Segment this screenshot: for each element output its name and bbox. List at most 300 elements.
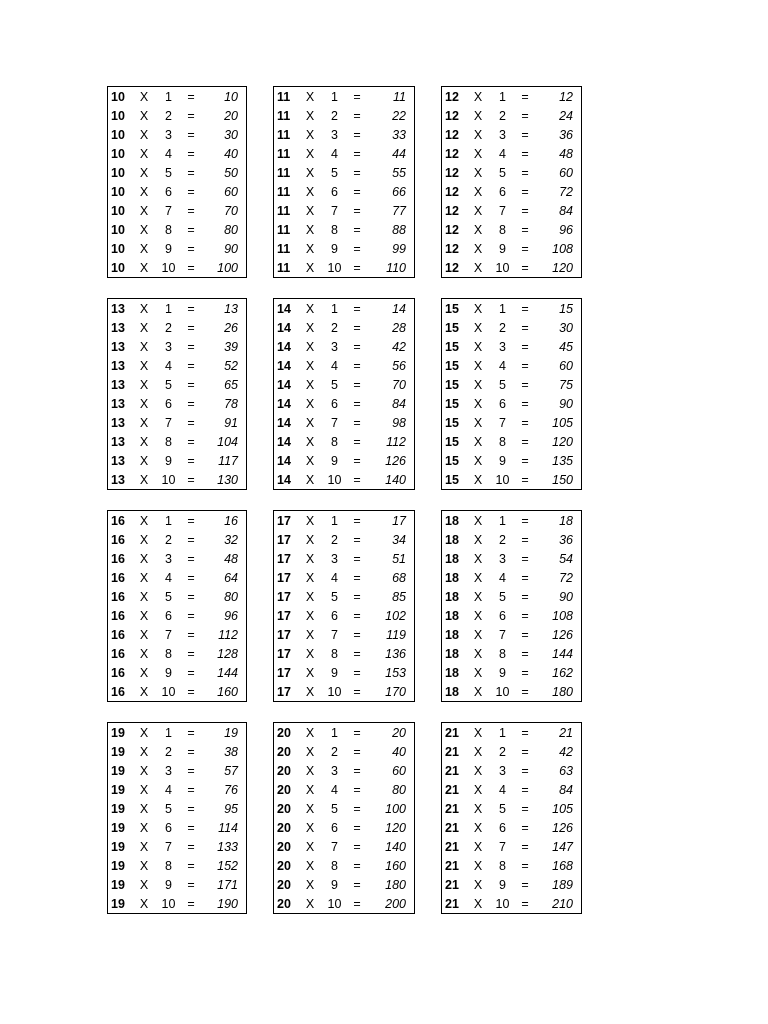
product-result: 99 [392, 242, 406, 256]
table-row [442, 319, 581, 338]
base-number: 19 [111, 897, 125, 911]
product-result: 144 [217, 666, 238, 680]
times-operator: X [305, 552, 315, 566]
base-number: 21 [445, 897, 459, 911]
base-number: 16 [111, 609, 125, 623]
table-row [108, 452, 246, 471]
table-row [108, 724, 246, 743]
product-result: 90 [559, 590, 573, 604]
table-row [108, 626, 246, 645]
product-result: 180 [385, 878, 406, 892]
times-operator: X [139, 128, 149, 142]
equals-sign: = [353, 590, 361, 604]
table-row [108, 743, 246, 762]
times-operator: X [473, 666, 483, 680]
product-result: 12 [559, 90, 573, 104]
product-result: 30 [559, 321, 573, 335]
base-number: 14 [277, 454, 291, 468]
equals-sign: = [187, 647, 195, 661]
times-operator: X [305, 90, 315, 104]
product-result: 171 [217, 878, 238, 892]
equals-sign: = [521, 340, 529, 354]
product-result: 153 [385, 666, 406, 680]
times-operator: X [305, 223, 315, 237]
times-operator: X [473, 473, 483, 487]
equals-sign: = [353, 571, 361, 585]
table-row [108, 126, 246, 145]
product-result: 112 [386, 435, 406, 449]
times-operator: X [139, 204, 149, 218]
product-result: 44 [392, 147, 406, 161]
equals-sign: = [353, 166, 361, 180]
product-result: 51 [392, 552, 406, 566]
table-row [442, 607, 581, 626]
times-operator: X [139, 878, 149, 892]
equals-sign: = [521, 223, 529, 237]
times-operator: X [305, 147, 315, 161]
times-operator: X [305, 821, 315, 835]
base-number: 21 [445, 783, 459, 797]
multiplier: 9 [499, 666, 506, 680]
times-operator: X [139, 340, 149, 354]
product-result: 120 [552, 261, 573, 275]
base-number: 12 [445, 242, 459, 256]
product-result: 66 [392, 185, 406, 199]
times-operator: X [139, 261, 149, 275]
times-operator: X [305, 302, 315, 316]
times-operator: X [139, 435, 149, 449]
product-result: 130 [217, 473, 238, 487]
times-operator: X [305, 473, 315, 487]
equals-sign: = [187, 166, 195, 180]
base-number: 21 [445, 859, 459, 873]
times-operator: X [305, 628, 315, 642]
table-row [274, 743, 414, 762]
multiplier: 4 [165, 359, 172, 373]
times-operator: X [473, 302, 483, 316]
multiplier: 4 [165, 783, 172, 797]
times-operator: X [305, 878, 315, 892]
product-result: 80 [224, 223, 238, 237]
multiplier: 2 [165, 321, 172, 335]
product-result: 147 [552, 840, 573, 854]
multiplier: 7 [165, 416, 172, 430]
multiplication-table [107, 86, 247, 278]
table-row [274, 145, 414, 164]
base-number: 19 [111, 878, 125, 892]
times-operator: X [305, 802, 315, 816]
table-row [108, 259, 246, 278]
times-operator: X [473, 647, 483, 661]
product-result: 75 [559, 378, 573, 392]
times-operator: X [473, 821, 483, 835]
product-result: 126 [385, 454, 406, 468]
base-number: 15 [445, 302, 459, 316]
equals-sign: = [187, 435, 195, 449]
base-number: 14 [277, 435, 291, 449]
base-number: 18 [445, 609, 459, 623]
base-number: 10 [111, 166, 125, 180]
multiplier: 8 [499, 435, 506, 449]
table-row [442, 126, 581, 145]
product-result: 22 [392, 109, 406, 123]
multiplication-table [107, 510, 247, 702]
base-number: 10 [111, 204, 125, 218]
times-operator: X [305, 378, 315, 392]
product-result: 95 [224, 802, 238, 816]
multiplier: 1 [499, 514, 506, 528]
product-result: 72 [559, 571, 573, 585]
equals-sign: = [187, 514, 195, 528]
table-row [274, 607, 414, 626]
product-result: 68 [392, 571, 406, 585]
equals-sign: = [187, 878, 195, 892]
base-number: 10 [111, 90, 125, 104]
table-row [442, 433, 581, 452]
multiplier: 3 [331, 128, 338, 142]
product-result: 14 [392, 302, 406, 316]
times-operator: X [473, 397, 483, 411]
multiplier: 8 [499, 223, 506, 237]
product-result: 28 [392, 321, 406, 335]
base-number: 12 [445, 204, 459, 218]
times-operator: X [473, 166, 483, 180]
multiplier: 5 [499, 802, 506, 816]
base-number: 16 [111, 685, 125, 699]
multiplier: 1 [165, 514, 172, 528]
product-result: 98 [392, 416, 406, 430]
times-operator: X [473, 552, 483, 566]
table-row [274, 664, 414, 683]
product-result: 189 [552, 878, 573, 892]
equals-sign: = [353, 416, 361, 430]
times-operator: X [305, 647, 315, 661]
base-number: 10 [111, 185, 125, 199]
product-result: 84 [392, 397, 406, 411]
times-operator: X [139, 666, 149, 680]
table-row [274, 683, 414, 702]
base-number: 14 [277, 340, 291, 354]
equals-sign: = [187, 321, 195, 335]
equals-sign: = [521, 878, 529, 892]
base-number: 15 [445, 359, 459, 373]
table-row [274, 531, 414, 550]
base-number: 14 [277, 321, 291, 335]
product-result: 96 [559, 223, 573, 237]
multiplier: 4 [499, 147, 506, 161]
times-operator: X [139, 802, 149, 816]
base-number: 17 [277, 685, 291, 699]
product-result: 16 [224, 514, 238, 528]
multiplier: 4 [165, 147, 172, 161]
base-number: 21 [445, 840, 459, 854]
product-result: 26 [224, 321, 238, 335]
product-result: 70 [224, 204, 238, 218]
multiplication-table [441, 298, 582, 490]
product-result: 100 [217, 261, 238, 275]
multiplier: 10 [327, 685, 342, 699]
times-operator: X [305, 242, 315, 256]
multiplier: 1 [331, 726, 338, 740]
multiplier: 2 [331, 533, 338, 547]
base-number: 18 [445, 647, 459, 661]
multiplication-table [107, 298, 247, 490]
multiplier: 1 [165, 726, 172, 740]
equals-sign: = [187, 571, 195, 585]
equals-sign: = [521, 261, 529, 275]
times-operator: X [139, 147, 149, 161]
equals-sign: = [353, 397, 361, 411]
table-row [274, 588, 414, 607]
multiplier: 4 [331, 359, 338, 373]
multiplier: 9 [165, 878, 172, 892]
product-result: 170 [385, 685, 406, 699]
table-row [442, 107, 581, 126]
times-operator: X [305, 533, 315, 547]
multiplier: 8 [331, 859, 338, 873]
times-operator: X [139, 590, 149, 604]
times-operator: X [473, 378, 483, 392]
table-row [108, 357, 246, 376]
table-row [442, 183, 581, 202]
equals-sign: = [521, 416, 529, 430]
equals-sign: = [187, 302, 195, 316]
product-result: 34 [392, 533, 406, 547]
equals-sign: = [353, 764, 361, 778]
multiplier: 8 [165, 435, 172, 449]
multiplier: 9 [331, 242, 338, 256]
base-number: 20 [277, 783, 291, 797]
times-operator: X [305, 321, 315, 335]
base-number: 10 [111, 109, 125, 123]
multiplier: 6 [499, 185, 506, 199]
times-operator: X [305, 514, 315, 528]
base-number: 12 [445, 185, 459, 199]
equals-sign: = [187, 454, 195, 468]
product-result: 13 [224, 302, 238, 316]
multiplier: 10 [495, 685, 510, 699]
multiplier: 7 [165, 204, 172, 218]
times-operator: X [139, 533, 149, 547]
times-operator: X [305, 609, 315, 623]
multiplier: 10 [327, 473, 342, 487]
multiplier: 7 [165, 628, 172, 642]
base-number: 11 [277, 242, 291, 256]
equals-sign: = [187, 397, 195, 411]
multiplier: 9 [499, 454, 506, 468]
product-result: 60 [559, 359, 573, 373]
equals-sign: = [521, 647, 529, 661]
equals-sign: = [353, 897, 361, 911]
equals-sign: = [521, 859, 529, 873]
product-result: 70 [392, 378, 406, 392]
equals-sign: = [521, 321, 529, 335]
table-row [108, 395, 246, 414]
table-row [442, 376, 581, 395]
base-number: 11 [277, 185, 291, 199]
base-number: 13 [111, 416, 125, 430]
equals-sign: = [353, 454, 361, 468]
equals-sign: = [187, 609, 195, 623]
product-result: 63 [559, 764, 573, 778]
product-result: 72 [559, 185, 573, 199]
base-number: 11 [277, 90, 291, 104]
multiplier: 8 [165, 647, 172, 661]
product-result: 38 [224, 745, 238, 759]
multiplier: 9 [331, 878, 338, 892]
times-operator: X [305, 666, 315, 680]
base-number: 18 [445, 628, 459, 642]
times-operator: X [473, 128, 483, 142]
multiplier: 7 [331, 416, 338, 430]
equals-sign: = [353, 533, 361, 547]
table-row [108, 607, 246, 626]
times-operator: X [473, 147, 483, 161]
product-result: 45 [559, 340, 573, 354]
product-result: 200 [385, 897, 406, 911]
multiplier: 8 [499, 647, 506, 661]
multiplier: 3 [165, 128, 172, 142]
times-operator: X [139, 783, 149, 797]
times-operator: X [473, 416, 483, 430]
times-operator: X [305, 185, 315, 199]
table-row [274, 452, 414, 471]
base-number: 12 [445, 128, 459, 142]
product-result: 90 [559, 397, 573, 411]
equals-sign: = [521, 90, 529, 104]
base-number: 18 [445, 666, 459, 680]
multiplier: 6 [165, 397, 172, 411]
base-number: 17 [277, 647, 291, 661]
equals-sign: = [521, 454, 529, 468]
multiplier: 5 [499, 166, 506, 180]
base-number: 20 [277, 859, 291, 873]
product-result: 117 [218, 454, 238, 468]
multiplication-table [273, 298, 415, 490]
table-row [274, 240, 414, 259]
equals-sign: = [353, 802, 361, 816]
product-result: 126 [552, 628, 573, 642]
table-row [274, 512, 414, 531]
base-number: 19 [111, 726, 125, 740]
equals-sign: = [187, 128, 195, 142]
multiplier: 5 [165, 166, 172, 180]
base-number: 17 [277, 666, 291, 680]
product-result: 140 [385, 473, 406, 487]
times-operator: X [473, 628, 483, 642]
table-row [108, 762, 246, 781]
times-operator: X [305, 261, 315, 275]
equals-sign: = [187, 109, 195, 123]
times-operator: X [305, 128, 315, 142]
product-result: 152 [217, 859, 238, 873]
multiplication-table [441, 510, 582, 702]
table-row [442, 724, 581, 743]
base-number: 21 [445, 802, 459, 816]
base-number: 15 [445, 340, 459, 354]
multiplier: 9 [165, 454, 172, 468]
equals-sign: = [521, 552, 529, 566]
multiplier: 4 [499, 571, 506, 585]
base-number: 15 [445, 416, 459, 430]
multiplier: 1 [331, 302, 338, 316]
table-row [274, 626, 414, 645]
times-operator: X [473, 223, 483, 237]
product-result: 120 [552, 435, 573, 449]
table-row [274, 202, 414, 221]
multiplier: 5 [331, 590, 338, 604]
table-row [442, 838, 581, 857]
equals-sign: = [521, 764, 529, 778]
times-operator: X [305, 840, 315, 854]
multiplier: 4 [331, 571, 338, 585]
table-row [108, 164, 246, 183]
equals-sign: = [521, 726, 529, 740]
times-operator: X [139, 302, 149, 316]
multiplication-table [273, 722, 415, 914]
multiplier: 10 [161, 685, 176, 699]
multiplier: 7 [499, 628, 506, 642]
multiplier: 10 [161, 897, 176, 911]
product-result: 144 [552, 647, 573, 661]
times-operator: X [473, 185, 483, 199]
table-row [108, 800, 246, 819]
product-result: 65 [224, 378, 238, 392]
base-number: 12 [445, 223, 459, 237]
times-operator: X [473, 454, 483, 468]
equals-sign: = [187, 533, 195, 547]
base-number: 20 [277, 878, 291, 892]
times-operator: X [473, 685, 483, 699]
multiplication-table [107, 722, 247, 914]
product-result: 105 [552, 416, 573, 430]
table-row [442, 88, 581, 107]
table-row [108, 376, 246, 395]
base-number: 12 [445, 166, 459, 180]
table-row [442, 895, 581, 914]
times-operator: X [473, 897, 483, 911]
base-number: 17 [277, 552, 291, 566]
multiplier: 5 [331, 378, 338, 392]
equals-sign: = [521, 128, 529, 142]
product-result: 30 [224, 128, 238, 142]
base-number: 20 [277, 764, 291, 778]
times-operator: X [305, 726, 315, 740]
table-row [442, 626, 581, 645]
base-number: 12 [445, 90, 459, 104]
product-result: 36 [559, 128, 573, 142]
equals-sign: = [521, 397, 529, 411]
multiplier: 2 [499, 109, 506, 123]
product-result: 76 [224, 783, 238, 797]
product-result: 64 [224, 571, 238, 585]
multiplier: 9 [165, 666, 172, 680]
table-row [108, 319, 246, 338]
multiplier: 6 [331, 609, 338, 623]
multiplier: 3 [499, 340, 506, 354]
equals-sign: = [353, 859, 361, 873]
equals-sign: = [187, 666, 195, 680]
base-number: 19 [111, 783, 125, 797]
product-result: 48 [224, 552, 238, 566]
base-number: 13 [111, 321, 125, 335]
multiplier: 2 [165, 745, 172, 759]
equals-sign: = [521, 514, 529, 528]
product-result: 20 [392, 726, 406, 740]
equals-sign: = [353, 340, 361, 354]
equals-sign: = [353, 302, 361, 316]
base-number: 11 [277, 204, 291, 218]
